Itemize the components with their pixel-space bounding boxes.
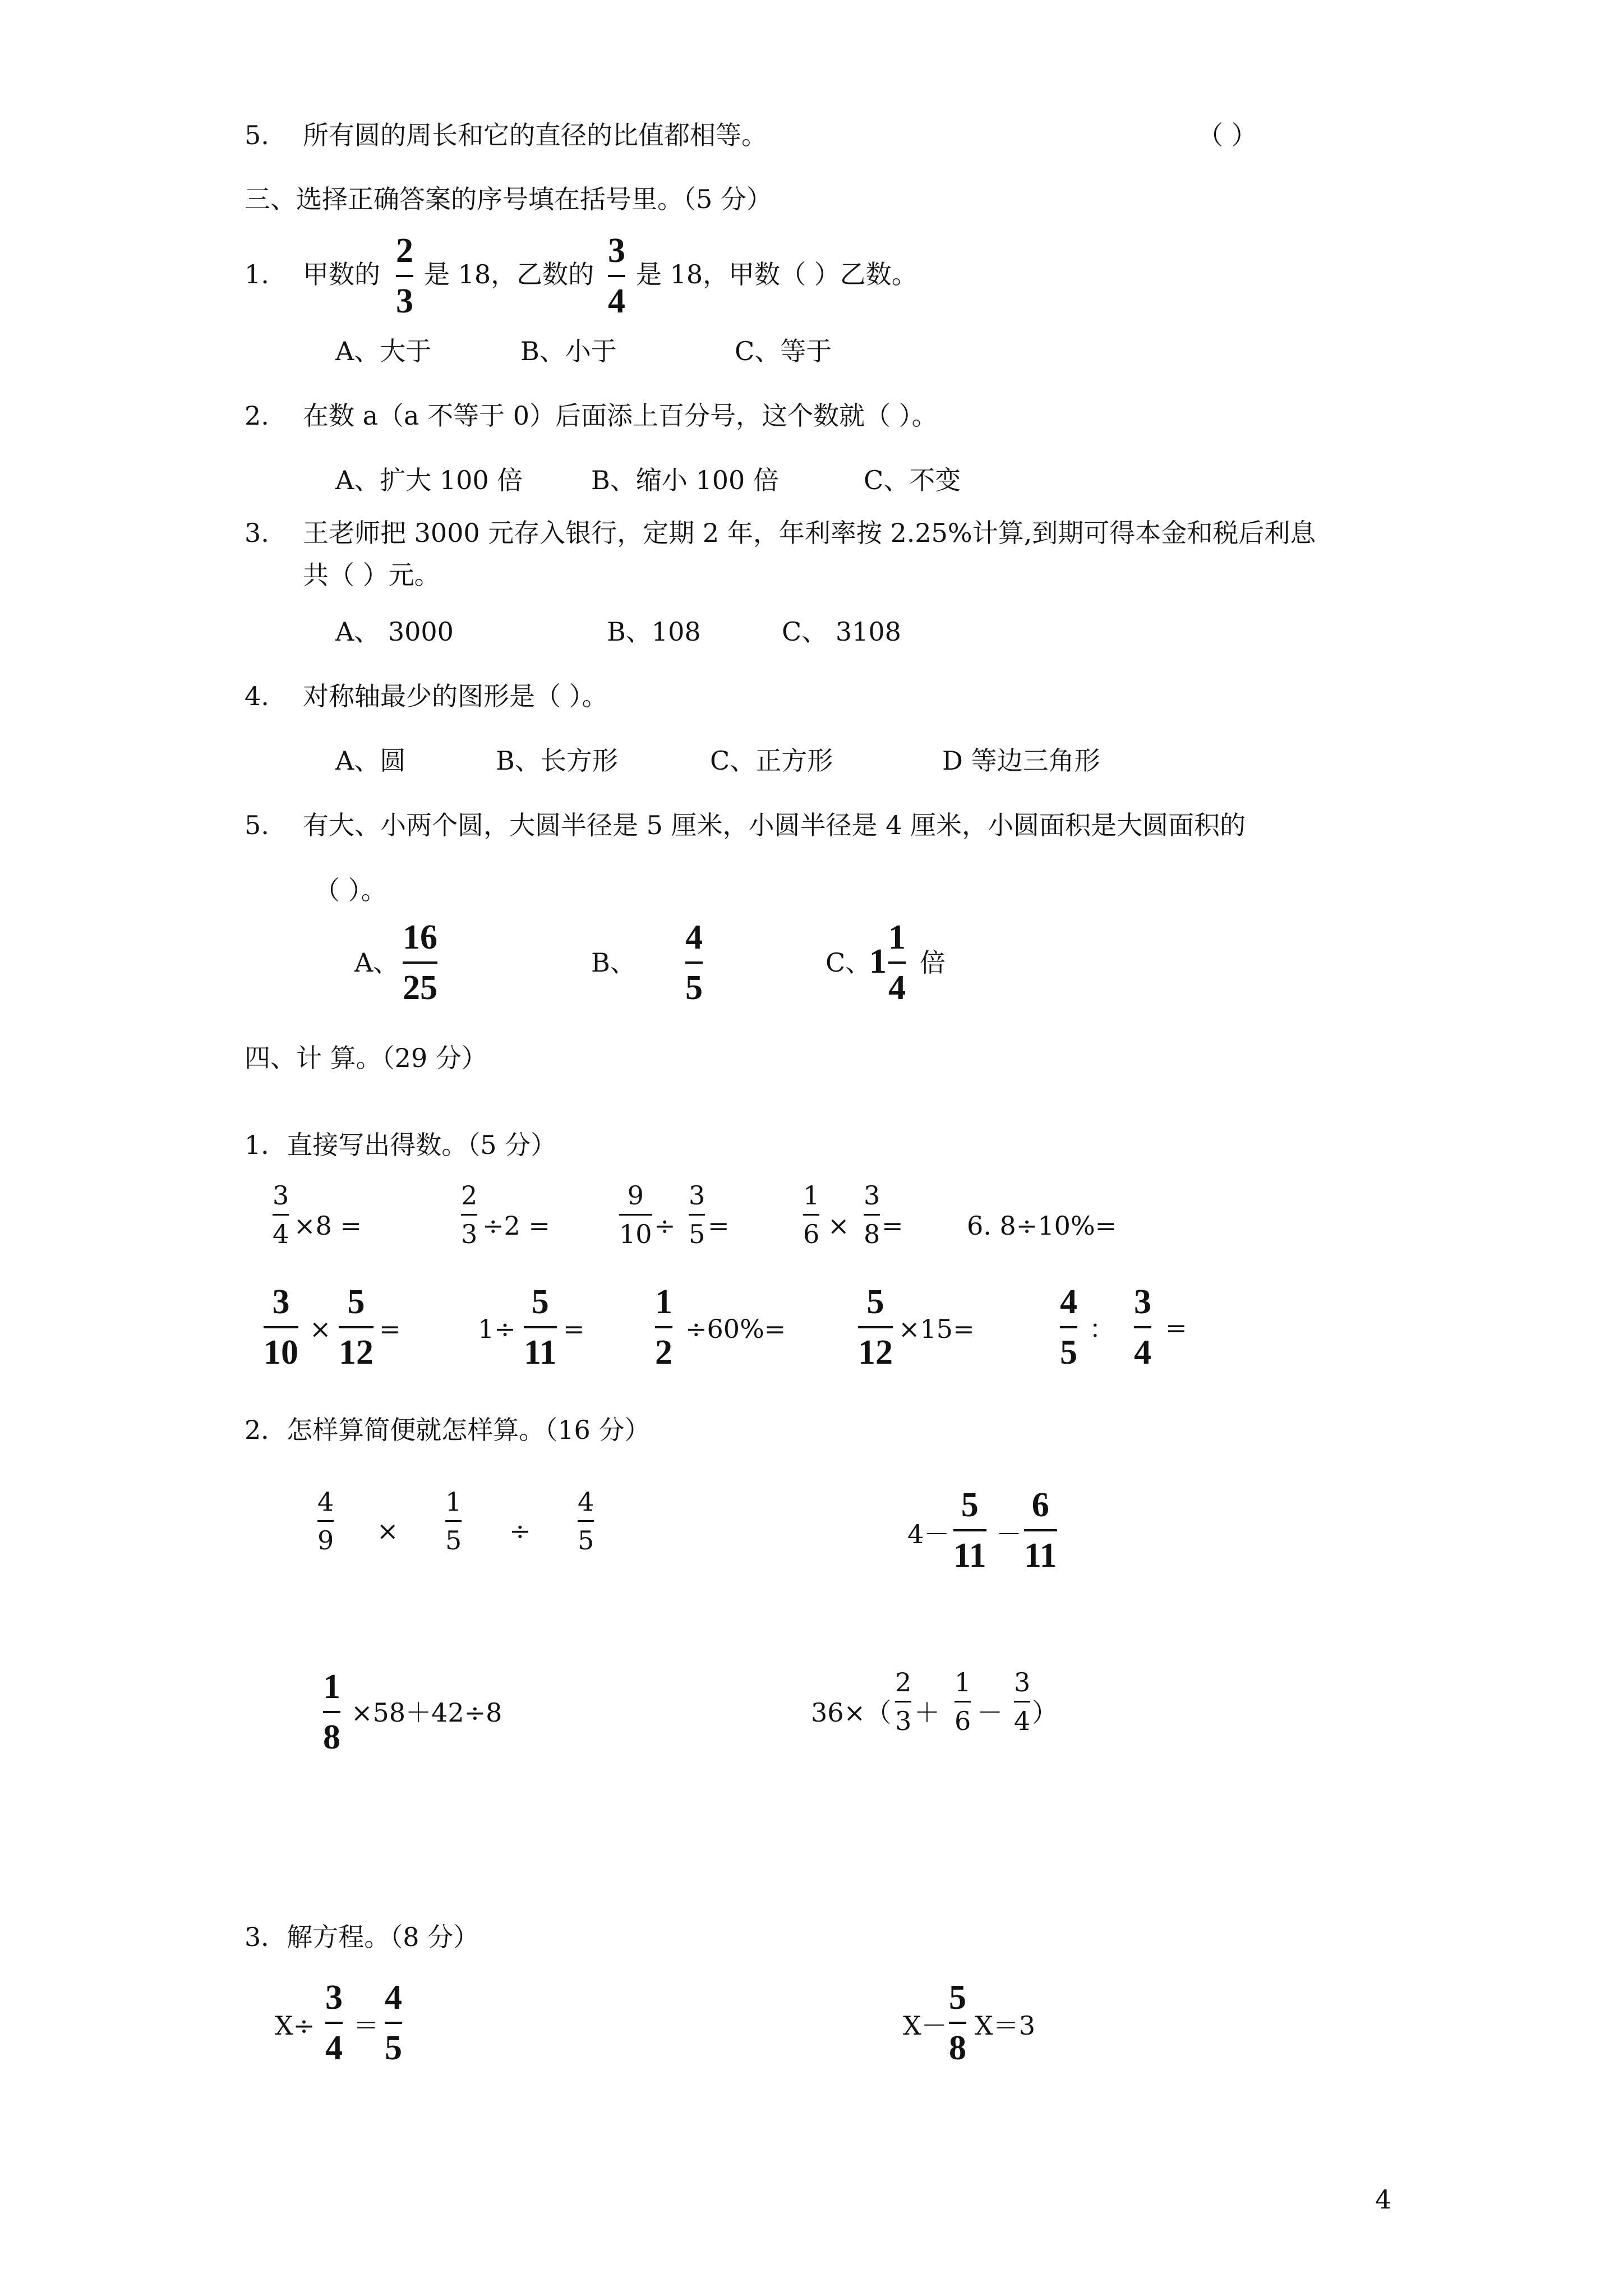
expression: 6. 8÷10%=: [967, 1211, 1117, 1241]
option-c[interactable]: C、等于: [735, 336, 832, 366]
fraction: [619, 1182, 652, 1247]
denominator: 5: [445, 1525, 462, 1556]
fraction-bar: [273, 1214, 289, 1216]
fraction-bar: [1024, 1529, 1057, 1531]
question-number: 2.: [245, 401, 269, 431]
denominator: 11: [953, 1536, 986, 1575]
operator: ：: [1089, 1314, 1115, 1344]
expression-tail: =: [882, 1211, 903, 1241]
equation-head: X－: [903, 2010, 947, 2041]
fraction-bar: [895, 1701, 911, 1703]
answer-blank[interactable]: （ ）。: [314, 875, 387, 905]
numerator: 6: [1031, 1486, 1049, 1524]
question-text: 是 18，乙数的: [424, 259, 594, 289]
question-text: 王老师把 3000 元存入银行，定期 2 年，年利率按 2.25%计算,到期可得本金和税后利息: [303, 518, 1316, 548]
expression-tail: =: [563, 1314, 585, 1344]
numerator: 1: [803, 1180, 820, 1211]
option-b[interactable]: B、长方形: [496, 746, 618, 776]
fraction: [445, 1487, 462, 1556]
expression-tail: ÷60%=: [685, 1314, 786, 1344]
denominator: 6: [803, 1219, 820, 1249]
operator: －: [977, 1697, 1003, 1728]
fraction: [655, 1285, 672, 1370]
numerator: 4: [385, 1978, 402, 2017]
numerator: 4: [317, 1487, 334, 1517]
question-number: 3.: [245, 518, 269, 548]
operator: ÷: [654, 1211, 676, 1241]
denominator: 4: [273, 1219, 289, 1249]
fraction: [1060, 1285, 1077, 1370]
denominator: 4: [888, 969, 906, 1007]
fraction: [339, 1285, 374, 1370]
denominator: 12: [858, 1333, 893, 1372]
denominator: 5: [685, 969, 703, 1007]
part-title: 2．怎样算简便就怎样算。（16 分）: [245, 1415, 651, 1445]
expression-tail: ×8 =: [294, 1211, 362, 1241]
fraction: [955, 1669, 971, 1734]
numerator: 3: [1134, 1283, 1151, 1321]
denominator: 2: [655, 1333, 672, 1372]
option-a[interactable]: A、圆: [335, 746, 406, 776]
numerator: 3: [273, 1180, 289, 1211]
fraction: [803, 1182, 819, 1247]
denominator: 8: [949, 2029, 966, 2067]
denominator: 3: [895, 1706, 912, 1736]
option-b-label[interactable]: B、: [591, 947, 636, 978]
question-text: 对称轴最少的图形是（ ）。: [303, 681, 608, 711]
fraction: [524, 1285, 557, 1370]
fraction: [1014, 1669, 1030, 1734]
question-text: 甲数的: [303, 259, 380, 289]
section-title: 四、计 算。（29 分）: [245, 1043, 487, 1073]
numerator: 3: [272, 1283, 290, 1321]
denominator: 11: [1024, 1536, 1057, 1575]
expression-tail: =: [708, 1211, 730, 1241]
operator: ÷: [509, 1516, 531, 1546]
option-c-fraction: [888, 920, 906, 1005]
fraction: [858, 1285, 893, 1370]
denominator: 5: [578, 1525, 594, 1556]
numerator: 4: [685, 918, 703, 956]
fraction-bar: [953, 1529, 986, 1531]
section-title: 三、选择正确答案的序号填在括号里。（5 分）: [245, 184, 772, 214]
fraction-bar: [578, 1520, 594, 1522]
numerator: 3: [608, 232, 625, 270]
denominator: 4: [608, 282, 625, 320]
operator: ＝: [353, 2010, 379, 2041]
expression-tail: ×58＋42÷8: [351, 1697, 502, 1728]
numerator: 2: [396, 232, 413, 270]
numerator: 2: [895, 1667, 912, 1697]
question-text: 是 18，甲数（ ）乙数。: [636, 259, 917, 289]
fraction-bar: [339, 1326, 374, 1328]
fraction: [323, 1669, 340, 1755]
denominator: 5: [1060, 1333, 1077, 1372]
fraction: [273, 1182, 289, 1247]
numerator: 3: [325, 1978, 343, 2017]
operator: ×: [828, 1211, 850, 1241]
denominator: 4: [1014, 1706, 1031, 1736]
fraction-bar: [619, 1214, 652, 1216]
question-number: 5.: [245, 810, 269, 840]
numerator: 5: [949, 1978, 966, 2017]
fraction-bar: [655, 1326, 672, 1328]
fraction: [325, 1980, 343, 2065]
expression-head: 4－: [907, 1519, 950, 1549]
numerator: 9: [627, 1180, 644, 1211]
option-c-label[interactable]: C、: [826, 947, 872, 978]
fraction-bar: [461, 1214, 477, 1216]
expression-tail: ）: [1032, 1697, 1058, 1728]
operator: －: [996, 1519, 1022, 1549]
option-c[interactable]: C、正方形: [710, 746, 833, 776]
page-number: 4: [1375, 2184, 1392, 2215]
fraction: [1024, 1488, 1057, 1573]
denominator: 8: [864, 1219, 880, 1249]
fraction: [264, 1285, 298, 1370]
fraction-bar: [955, 1701, 971, 1703]
fraction-bar: [858, 1326, 893, 1328]
fraction-bar: [949, 2022, 966, 2024]
denominator: 3: [461, 1219, 478, 1249]
option-d[interactable]: D 等边三角形: [942, 746, 1100, 776]
question-number: 4.: [245, 681, 269, 711]
fraction-bar: [524, 1326, 557, 1328]
operator: ×: [377, 1516, 399, 1546]
numerator: 4: [1060, 1283, 1077, 1321]
denominator: 10: [264, 1333, 298, 1372]
numerator: 5: [347, 1283, 365, 1321]
option-a[interactable]: A、扩大 100 倍: [335, 465, 523, 495]
part-title: 1．直接写出得数。（5 分）: [245, 1130, 557, 1160]
numerator: 1: [655, 1283, 672, 1321]
fraction-bar: [323, 1711, 340, 1713]
question-text: 在数 a（a 不等于 0）后面添上百分号，这个数就（ ）。: [303, 401, 938, 431]
equation-tail: X＝3: [975, 2010, 1036, 2041]
option-c[interactable]: C、不变: [864, 465, 961, 495]
fraction: [953, 1488, 986, 1573]
operator: ×: [310, 1314, 331, 1344]
fraction-bar: [888, 961, 906, 964]
fraction: [578, 1487, 594, 1556]
option-a-label[interactable]: A、: [354, 947, 399, 978]
fraction-bar: [685, 961, 703, 964]
fraction-bar: [325, 2022, 343, 2024]
question-number: 5.: [245, 120, 269, 150]
option-b-fraction: [685, 920, 703, 1005]
denominator: 5: [689, 1219, 706, 1249]
option-a[interactable]: A、大于: [335, 336, 432, 366]
numerator: 3: [864, 1180, 880, 1211]
numerator: 2: [461, 1180, 478, 1211]
option-a-fraction: [403, 920, 437, 1005]
fraction-bar: [1134, 1326, 1151, 1328]
expression-tail: ×15=: [898, 1314, 975, 1344]
denominator: 5: [385, 2029, 402, 2067]
question-number: 1.: [245, 259, 269, 289]
fraction: [1134, 1285, 1151, 1370]
fraction: [608, 233, 625, 319]
denominator: 6: [955, 1706, 971, 1736]
option-b[interactable]: B、小于: [520, 336, 617, 366]
expression-tail: =: [1165, 1313, 1187, 1343]
denominator: 11: [524, 1333, 557, 1372]
numerator: 5: [961, 1486, 979, 1524]
option-b[interactable]: B、108: [607, 616, 701, 647]
denominator: 12: [339, 1333, 374, 1372]
fraction-bar: [317, 1520, 334, 1522]
denominator: 4: [325, 2029, 343, 2067]
option-b[interactable]: B、缩小 100 倍: [591, 465, 779, 495]
denominator: 9: [317, 1525, 334, 1556]
fraction-bar: [396, 275, 413, 277]
denominator: 8: [323, 1718, 340, 1756]
expression-tail: =: [379, 1314, 401, 1344]
option-c-whole: 1: [869, 942, 887, 981]
expression-head: 36×（: [811, 1697, 892, 1728]
part-title: 3．解方程。（8 分）: [245, 1922, 479, 1952]
numerator: 16: [403, 918, 437, 956]
expression-tail: ÷2 =: [482, 1211, 550, 1241]
expression-head: 1÷: [478, 1314, 516, 1344]
denominator: 10: [619, 1219, 652, 1249]
fraction-bar: [385, 2022, 402, 2024]
fraction: [949, 1980, 966, 2065]
denominator: 3: [396, 282, 413, 320]
fraction-bar: [264, 1326, 298, 1328]
option-c[interactable]: C、 3108: [782, 616, 901, 647]
fraction-bar: [445, 1520, 462, 1522]
fraction: [461, 1182, 477, 1247]
fraction-bar: [608, 275, 625, 277]
numerator: 1: [888, 918, 906, 956]
question-text: 有大、小两个圆，大圆半径是 5 厘米，小圆半径是 4 厘米，小圆面积是大圆面积的: [303, 810, 1246, 840]
fraction-bar: [864, 1214, 880, 1216]
numerator: 5: [866, 1283, 884, 1321]
fraction: [895, 1669, 911, 1734]
fraction: [385, 1980, 402, 2065]
option-a[interactable]: A、 3000: [335, 616, 454, 647]
equation-head: X÷: [275, 2010, 315, 2041]
question-text: 共（ ）元。: [303, 560, 440, 590]
operator: ＋: [914, 1697, 940, 1728]
option-c-unit: 倍: [920, 947, 946, 978]
numerator: 4: [578, 1487, 594, 1517]
fraction-bar: [689, 1214, 705, 1216]
numerator: 1: [445, 1487, 462, 1517]
numerator: 3: [1014, 1667, 1031, 1697]
fraction-bar: [403, 961, 437, 964]
question-text: 所有圆的周长和它的直径的比值都相等。: [303, 120, 767, 150]
fraction-bar: [1014, 1701, 1030, 1703]
fraction: [689, 1182, 705, 1247]
fraction: [396, 233, 413, 319]
numerator: 3: [689, 1180, 706, 1211]
numerator: 5: [531, 1283, 549, 1321]
fraction-bar: [1060, 1326, 1077, 1328]
answer-blank[interactable]: （ ）: [1197, 120, 1257, 150]
fraction: [864, 1182, 880, 1247]
fraction-bar: [803, 1214, 819, 1216]
denominator: 4: [1134, 1333, 1151, 1372]
numerator: 1: [955, 1667, 971, 1697]
denominator: 25: [403, 969, 437, 1007]
numerator: 1: [323, 1668, 340, 1706]
fraction: [317, 1487, 334, 1556]
